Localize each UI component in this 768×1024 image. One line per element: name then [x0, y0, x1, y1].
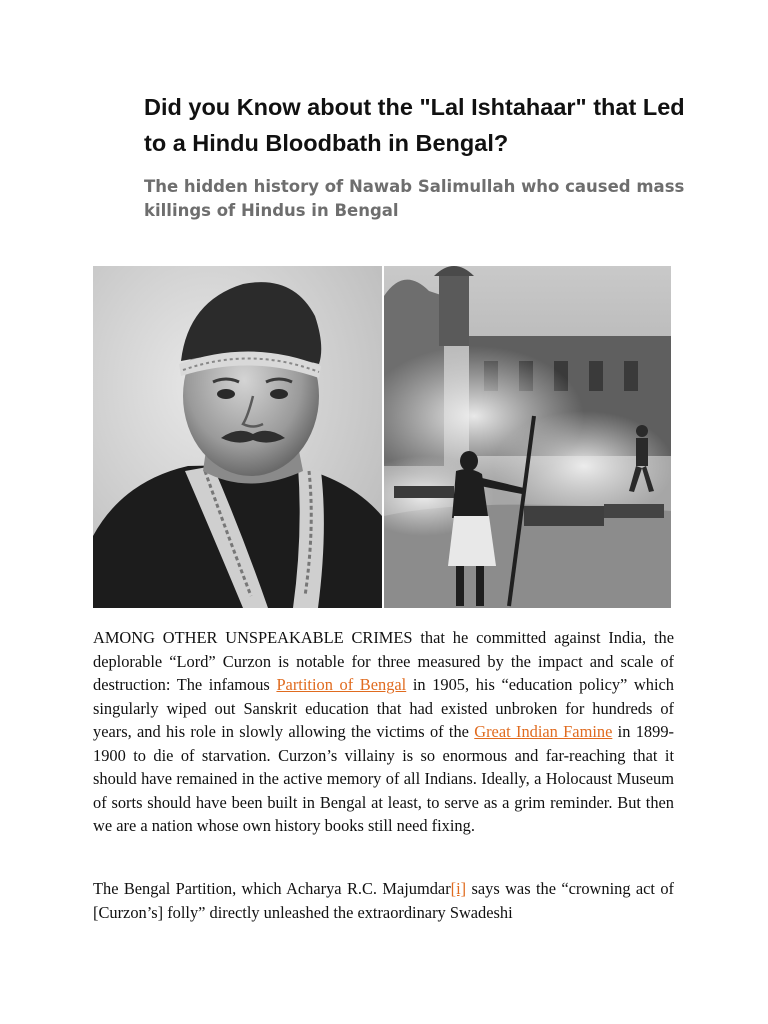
article-title: Did you Know about the "Lal Ishtahaar" that Led to a Hindu Bloodbath in Bengal?	[144, 94, 685, 156]
cremation-scene-graphic	[384, 266, 671, 608]
article-paragraph-2	[93, 877, 674, 924]
cremation-scene-photo	[384, 266, 671, 608]
great-indian-famine-link[interactable]: Great Indian Famine	[474, 722, 613, 741]
footnote-ref-link[interactable]: [i]	[450, 879, 467, 898]
article-paragraph-1	[93, 626, 674, 838]
partition-of-bengal-link[interactable]: Partition of Bengal	[276, 675, 407, 694]
article-subtitle: The hidden history of Nawab Salimullah who caused mass killings of Hindus in Bengal	[144, 177, 685, 220]
portrait-photo-graphic	[93, 266, 382, 608]
portrait-photo	[93, 266, 382, 608]
paragraph-1-text-c: in 1899-1900 to die of starvation. Curzon’s villainy is so enormous and far-reaching that it should have remained in the active memory of all Indians. Ideally, a Holocaust Museum of sorts should have been built in Bengal at least, to serve as a grim reminder. But then we are a nation whose own history books still need fixing.	[93, 722, 674, 835]
paragraph-2-text-a: The Bengal Partition, which Acharya R.C. Majumdar	[93, 879, 451, 898]
paragraph-1-text-b: in 1905, his “education policy” which singularly wiped out Sanskrit education that had existed unbroken for hundreds of years, and his role in slowly allowing the victims of the	[93, 675, 674, 741]
paragraph-2-text-b: says was the “crowning act of [Curzon’s] folly” directly unleashed the extraordinary Swadeshi	[93, 879, 675, 922]
paragraph-1-text-a: AMONG OTHER UNSPEAKABLE CRIMES that he committed against India, the deplorable “Lord” Curzon is notable for three measured by the impact and scale of destruction: The infamous	[93, 628, 674, 694]
header-photo-collage	[93, 266, 671, 608]
